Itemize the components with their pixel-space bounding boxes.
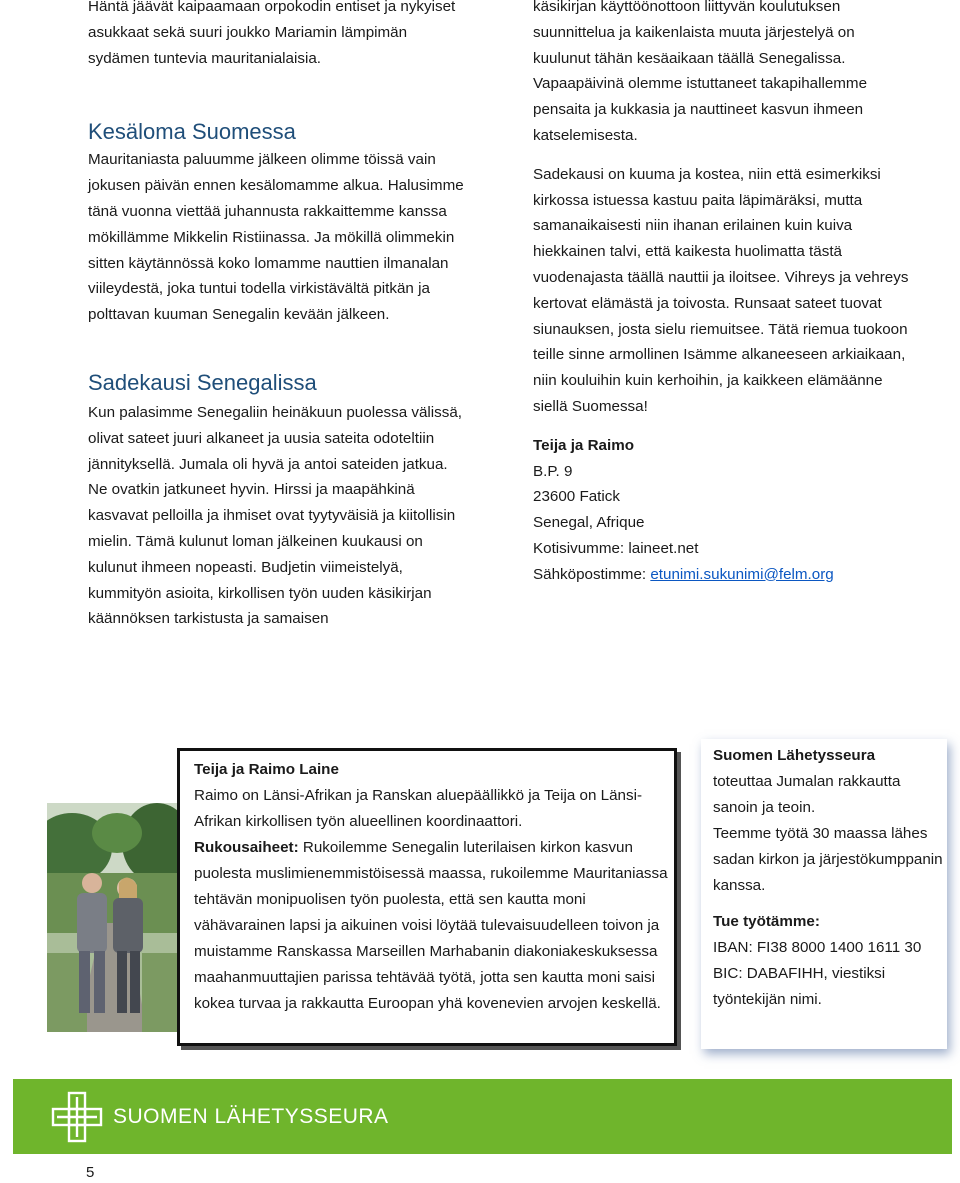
iban-line: IBAN: FI38 8000 1400 1611 30 <box>713 939 922 956</box>
address-box: B.P. 9 <box>533 462 573 480</box>
org-heading: Suomen Lähetysseura <box>713 747 876 764</box>
org-line-2: Teemme työtä 30 maassa lähes sadan kirkon ja järjestökumppanin kanssa. <box>713 825 943 894</box>
heading-sadekausi: Sadekausi Senegalissa <box>88 369 317 395</box>
bio-box <box>177 748 677 1046</box>
couple-photo-illustration <box>47 803 177 1032</box>
address-postal: 23600 Fatick <box>533 488 620 506</box>
prayer-text: Rukoilemme Senegalin luterilaisen kirkon kasvun puolesta muslimienemmistöisessä maassa, rukoilemme Mauritaniassa tehtävän monipuolisen työn puolesta, että sen kautta moni vähävarainen lapsi ja aikuinen voisi löytää tulevaisuudelleen toivon ja muistamme Ranskassa Marseillen Marhabanin diakoniakeskuksessa maahanmuuttajien parissa tehtävää työtä, jotta sen kautta moni saisi kokea turvaa ja rakkautta Euroopan yhä kovenevien arvojen keskellä. <box>194 839 668 1012</box>
page-number: 5 <box>86 1164 95 1181</box>
email-label: Sähköpostimme: <box>533 565 651 583</box>
intro-paragraph: Häntä jäävät kaipaamaan orpokodin entiset ja nykyiset asukkaat sekä suuri joukko Mariamin lämpimän sydämen tuntevia mauritanialaisia. <box>88 0 456 67</box>
email-link[interactable]: etunimi.sukunimi@felm.org <box>650 565 834 583</box>
right-column <box>533 0 913 588</box>
right-paragraph-1: käsikirjan käyttöönottoon liittyvän koulutuksen suunnittelua ja kaikenlaista muuta järjestelyä on kuulunut tähän kesäaikaan täällä Senegalissa. Vapaapäivinä olemme istuttaneet takapihallemme pensaita ja kukkasia ja nauttineet kasvun ihmeen katselemisesta. <box>533 0 868 144</box>
prayer-paragraph <box>194 835 674 1017</box>
info-box <box>701 739 947 1049</box>
sadekausi-paragraph: Kun palasimme Senegaliin heinäkuun puolessa välissä, olivat sateet juuri alkaneet ja uusia sateita odoteltiin jännityksellä. Jumala oli hyvä ja antoi sateiden jatkua. Ne ovatkin jatkuneet hyvin. Hirssi ja maapähkinä kasvavat pelloilla ja ihmiset ovat tyytyväisiä ja kiitollisin mielin. Tämä kulunut loman jälkeinen kuukausi on kulunut ihmeen nopeasti. Budjetin viimeistelyä, kummityön asioita, kirkollisen työn uuden käsikirjan käännöksen tarkistusta ja samaisen <box>88 403 463 628</box>
bio-title: Teija ja Raimo Laine <box>194 761 339 778</box>
org-text: toteuttaa Jumalan rakkautta sanoin ja teoin. <box>713 773 901 816</box>
right-paragraph-2: Sadekausi on kuuma ja kostea, niin että esimerkiksi kirkossa istuessa kastuu paita läpimäräksi, mutta samanaikaisesti niin ihanan erilainen kuin kuiva hiekkainen talvi, että kaikesta huolimatta tästä vuodenajasta täällä nauttii ja iloitsee. Vihreys ja vehreys kertovat elämästä ja toivosta. Runsaat sateet tuovat siunauksen, josta sielu riemuitsee. Tätä riemua tuokoon teille sinne armollinen Isämme alkaneeseen arkiaikaan, niin kouluihin kuin kerhoihin, ja kaikkeen elämäänne siellä Suomessa! <box>533 165 909 415</box>
signature-names: Teija ja Raimo <box>533 436 635 454</box>
footer-org-name: SUOMEN LÄHETYSSEURA <box>113 1105 389 1128</box>
kesaloma-paragraph: Mauritaniasta paluumme jälkeen olimme töissä vain jokusen päivän ennen kesälomamme alkua. Halusimme tänä vuonna viettää juhannusta rakkaittemme kanssa mökillämme Mikkelin Ristiinassa. Ja mökillä olimmekin sitten käytännössä koko lomamme nauttien ilmanalan viileydestä, joka tuntui todella virkistävältä pitkän ja polttavan kuuman Senegalin kevään jälkeen. <box>88 151 464 324</box>
support-heading: Tue työtämme: <box>713 913 820 930</box>
cross-logo-icon <box>49 1089 105 1145</box>
email-line <box>533 562 913 588</box>
couple-photo <box>47 803 177 1032</box>
bio-text: Raimo on Länsi-Afrikan ja Ranskan aluepäällikkö ja Teija on Länsi-Afrikan kirkollisen työn alueellinen koordinaattori. <box>194 787 642 830</box>
address-country: Senegal, Afrique <box>533 514 645 532</box>
footer-bar <box>13 1079 952 1154</box>
heading-kesaloma: Kesäloma Suomessa <box>88 119 296 145</box>
bic-line: BIC: DABAFIHH, viestiksi työntekijän nimi. <box>713 965 886 1008</box>
homepage-line: Kotisivumme: laineet.net <box>533 539 699 557</box>
prayer-label: Rukousaiheet: <box>194 839 299 856</box>
left-column <box>88 0 466 632</box>
